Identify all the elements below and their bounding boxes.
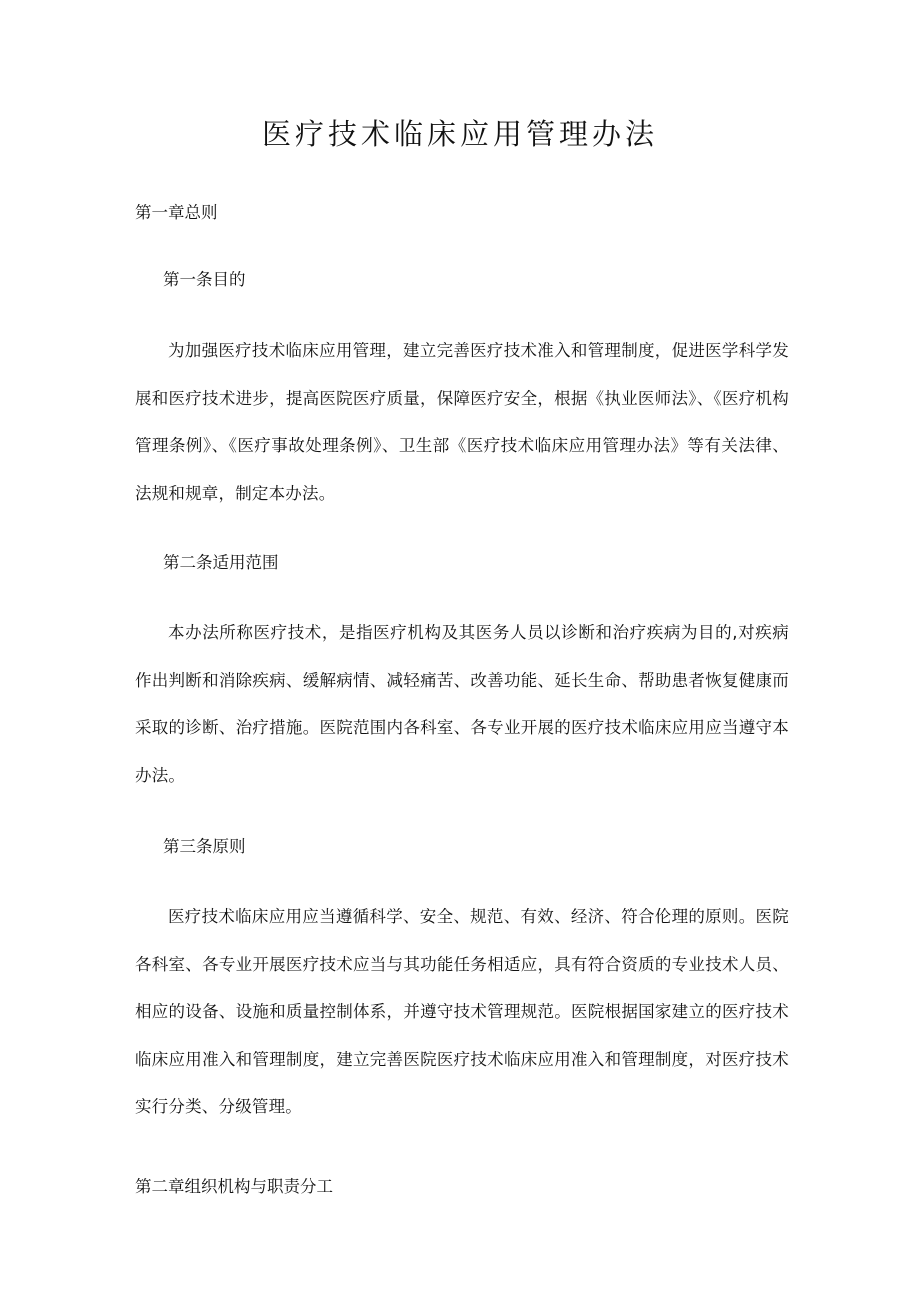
article-3-text: 医疗技术临床应用应当遵循科学、安全、规范、有效、经济、符合伦理的原则。医院各科室、各专业开展医疗技术应当与其功能任务相适应，具有符合资质的专业技术人员、相应的设备、设施和质量控制体系，并遵守技术管理规范。医院根据国家建立的医疗技术临床应用准入和管理制度，建立完善医院医疗技术临床应用准入和管理制度，对医疗技术实行分类、分级管理。 <box>135 907 789 1116</box>
chapter-1-heading: 第一章总则 <box>135 203 218 222</box>
article-2-heading: 第二条适用范围 <box>163 553 279 572</box>
article-3-heading: 第三条原则 <box>163 837 246 856</box>
article-1-text: 为加强医疗技术临床应用管理，建立完善医疗技术准入和管理制度，促进医学科学发展和医疗技术进步，提高医院医疗质量，保障医疗安全，根据《执业医师法》、《医疗机构管理条例》、《医疗事故处理条例》、卫生部《医疗技术临床应用管理办法》等有关法律、法规和规章，制定本办法。 <box>135 341 789 503</box>
document-title: 医疗技术临床应用管理办法 <box>261 117 658 151</box>
chapter-2-heading: 第二章组织机构与职责分工 <box>135 1177 333 1196</box>
article-1-heading: 第一条目的 <box>163 270 246 289</box>
article-2-text: 本办法所称医疗技术，是指医疗机构及其医务人员以诊断和治疗疾病为目的,对疾病作出判断和消除疾病、缓解病情、减轻痛苦、改善功能、延长生命、帮助患者恢复健康而采取的诊断、治疗措施。医院范围内各科室、各专业开展的医疗技术临床应用应当遵守本办法。 <box>135 623 789 785</box>
